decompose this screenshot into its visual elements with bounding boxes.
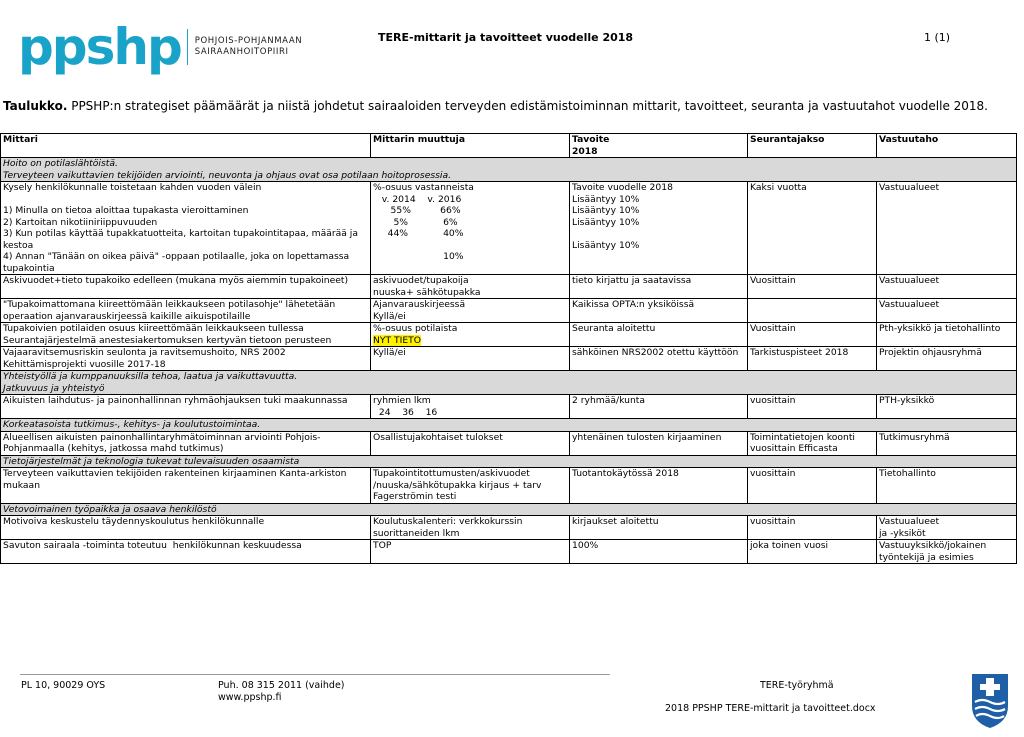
cell-text: Vastuualueet ja -yksiköt [879, 516, 940, 539]
table-cell [877, 182, 1017, 275]
table-cell [1, 516, 371, 540]
cell-text: vuosittain [750, 468, 796, 479]
table-cell [877, 347, 1017, 371]
cell-text: 2 ryhmää/kunta [572, 395, 646, 406]
table-cell [1, 431, 371, 455]
cell-text: Pth-yksikkö ja tietohallinto [879, 323, 1001, 334]
cell-text: Vastuualueet [879, 182, 940, 193]
table-row [1, 275, 1017, 299]
table-cell [371, 347, 570, 371]
table-row [1, 468, 1017, 504]
footer-divider [20, 674, 610, 675]
table-cell [1, 182, 371, 275]
logo-sub-line2: SAIRAANHOITOPIIRI [194, 47, 289, 57]
cell-text: Projektin ohjausryhmä [879, 347, 982, 358]
footer-address: PL 10, 90029 OYS [21, 680, 106, 691]
cell-text: Kaikissa OPTA:n yksiköissä [572, 299, 695, 310]
cell-text: Vuosittain [750, 323, 796, 334]
cell-text: Kysely henkilökunnalle toistetaan kahden vuoden välein 1) Minulla on tietoa aloittaa tupakasta vieroittaminen 2) Kartoitan nikotiiniriippuvuuden 3) Kun potilas käyttää tupakkatuotteita, kartoitan tupakointitapaa, määrää ja kestoa 4) Annan "Tänään on oikea päivä" -oppaan potilaalle, joka on lopettamassa tupakointia [3, 182, 358, 274]
section-row [1, 158, 1017, 182]
cell-text: Tutkimusryhmä [879, 431, 950, 443]
cell-text: tieto kirjattu ja saatavissa [572, 275, 692, 286]
table-cell [570, 540, 748, 564]
column-header: Mittarin muuttuja [371, 134, 570, 158]
table-cell [371, 323, 570, 347]
cell-text: TOP [373, 540, 392, 551]
coat-of-arms-icon [970, 672, 1010, 730]
table-cell [748, 275, 877, 299]
cell-text: %-osuus potilaista [373, 323, 458, 334]
cell-text: Savuton sairaala -toiminta toteutuu henkilökunnan keskuudessa [3, 540, 302, 551]
cell-text: Askivuodet+tieto tupakoiko edelleen (mukana myös aiemmin tupakoineet) [3, 275, 349, 286]
cell-text: Aikuisten laihdutus- ja painonhallinnan ryhmäohjauksen tuki maakunnassa [3, 395, 348, 406]
table-cell [371, 299, 570, 323]
cell-text: %-osuus vastanneista v. 2014 v. 2016 55% 66% 5% 6% 44% 40% 10% [373, 182, 474, 262]
logo-divider [187, 29, 188, 65]
cell-text: sähköinen NRS2002 otettu käyttöön [572, 347, 739, 358]
cell-text: askivuodet/tupakoija nuuska+ sähkötupakka [373, 275, 481, 298]
table-cell [570, 275, 748, 299]
cell-text: Tuotantokäytössä 2018 [572, 468, 679, 479]
table-cell [748, 299, 877, 323]
column-header: Vastuutaho [877, 134, 1017, 158]
table-cell [877, 323, 1017, 347]
caption-label: Taulukko. [3, 99, 68, 113]
table-cell [1, 323, 371, 347]
cell-text: Tupakointitottumusten/askivuodet /nuuska/sähkötupakka kirjaus + tarv Fagerströmin testi [373, 468, 545, 502]
table-cell [877, 299, 1017, 323]
cell-text: Tarkistuspisteet 2018 [750, 347, 849, 358]
table-row [1, 182, 1017, 275]
table-cell [877, 540, 1017, 564]
cell-text: joka toinen vuosi [750, 540, 829, 551]
ppshp-logo [18, 18, 303, 76]
table-caption [3, 99, 988, 113]
cell-text: Tavoite vuodelle 2018 Lisääntyy 10% Lisääntyy 10% Lisääntyy 10% Lisääntyy 10% [572, 182, 673, 251]
table-cell [371, 516, 570, 540]
cell-text: Toimintatietojen koonti vuosittain Efficasta [750, 431, 858, 454]
logo-subtitle [195, 36, 302, 58]
cell-text: Osallistujakohtaiset tulokset [373, 431, 503, 443]
footer-web[interactable]: www.ppshp.fi [218, 692, 282, 703]
cell-text: Koulutuskalenteri: verkkokurssin suorittaneiden lkm [373, 516, 526, 539]
table-cell [877, 468, 1017, 504]
table-cell [748, 468, 877, 504]
cell-text: Motivoiva keskustelu täydennyskoulutus henkilökunnalle [3, 516, 265, 527]
footer-group: TERE-työryhmä [760, 680, 834, 691]
table-cell [1, 468, 371, 504]
cell-text: Alueellisen aikuisten painonhallintaryhmätoiminnan arviointi Pohjois-Pohjanmaalla (kehitys, jatkossa mahd tutkimus) [3, 431, 321, 454]
section-title: Vetovoimainen työpaikka ja osaava henkilöstö [1, 503, 1017, 516]
cell-text: Vastuualueet [879, 299, 940, 310]
cell-text: Vastuuyksikkö/jokainen työntekijä ja esimies [879, 540, 990, 563]
table-header-row [1, 134, 1017, 158]
cell-text: PTH-yksikkö [879, 395, 935, 406]
table-cell [570, 347, 748, 371]
table-row [1, 395, 1017, 419]
table-cell [371, 182, 570, 275]
column-header: Tavoite 2018 [570, 134, 748, 158]
metrics-table [0, 133, 1017, 564]
table-cell [748, 516, 877, 540]
cell-text: 100% [572, 540, 599, 551]
logo-wordmark: ppshp [18, 18, 181, 76]
table-cell [1, 540, 371, 564]
cell-text: ryhmien lkm 24 36 16 [373, 395, 438, 418]
highlighted-note: NYT TIETO [373, 334, 421, 346]
cell-text: Seuranta aloitettu [572, 323, 656, 334]
table-cell [748, 395, 877, 419]
table-cell [877, 275, 1017, 299]
table-cell [371, 275, 570, 299]
section-title: Korkeatasoista tutkimus-, kehitys- ja koulutustoimintaa. [1, 419, 1017, 432]
cell-text: Vastuualueet [879, 275, 940, 286]
logo-sub-line1: POHJOIS-POHJANMAAN [194, 36, 303, 46]
table-cell [570, 182, 748, 275]
cell-text: Terveyteen vaikuttavien tekijöiden rakenteinen kirjaaminen Kanta-arkiston mukaan [3, 468, 350, 491]
table-cell [371, 540, 570, 564]
section-row [1, 503, 1017, 516]
table-cell [1, 395, 371, 419]
section-row [1, 455, 1017, 468]
table-cell [877, 516, 1017, 540]
table-cell [748, 182, 877, 275]
footer-phone: Puh. 08 315 2011 (vaihde) [218, 680, 345, 691]
cell-text: yhtenäinen tulosten kirjaaminen [572, 431, 722, 443]
cell-text: vuosittain [750, 516, 796, 527]
section-row [1, 371, 1017, 395]
table-cell [570, 431, 748, 455]
page-number: 1 (1) [924, 31, 951, 44]
table-cell [371, 431, 570, 455]
table-cell [371, 395, 570, 419]
table-row [1, 347, 1017, 371]
table-cell [570, 299, 748, 323]
table-cell [748, 347, 877, 371]
table-cell [570, 516, 748, 540]
table-cell [748, 540, 877, 564]
document-title: TERE-mittarit ja tavoitteet vuodelle 2018 [378, 31, 634, 44]
table-row [1, 540, 1017, 564]
section-row [1, 419, 1017, 432]
caption-text: PPSHP:n strategiset päämäärät ja niistä johdetut sairaaloiden terveyden edistämistoiminnan mittarit, tavoitteet, seuranta ja vastuutahot vuodelle 2018. [67, 99, 988, 113]
table-row [1, 431, 1017, 455]
table-cell [748, 323, 877, 347]
table-cell [371, 468, 570, 504]
cell-text: Kyllä/ei [373, 347, 406, 358]
cell-text: Kaksi vuotta [750, 182, 807, 193]
table-cell [1, 347, 371, 371]
section-title: Yhteistyöllä ja kumppanuuksilla tehoa, laatua ja vaikuttavuutta. Jatkuvuus ja yhteistyö [1, 371, 1017, 395]
column-header: Seurantajakso [748, 134, 877, 158]
cell-text: Ajanvarauskirjeessä Kyllä/ei [373, 299, 466, 322]
table-row [1, 299, 1017, 323]
section-title: Tietojärjestelmät ja teknologia tukevat tulevaisuuden osaamista [1, 455, 1017, 468]
cell-text: vuosittain [750, 395, 796, 406]
footer-filename: 2018 PPSHP TERE-mittarit ja tavoitteet.docx [665, 703, 876, 714]
table-cell [570, 323, 748, 347]
table-cell [1, 275, 371, 299]
cell-text: kirjaukset aloitettu [572, 516, 659, 527]
table-cell [877, 431, 1017, 455]
table-cell [570, 468, 748, 504]
table-cell [748, 431, 877, 455]
table-cell [570, 395, 748, 419]
cell-text: Vajaaravitsemusriskin seulonta ja ravitsemushoito, NRS 2002 Kehittämisprojekti vuosille 2017-18 [3, 347, 286, 370]
table-cell [1, 299, 371, 323]
cell-text: "Tupakoimattomana kiireettömään leikkaukseen potilasohje" lähetetään operaation ajanvarauskirjeessä kaikille aikuispotilaille [3, 299, 339, 322]
column-header: Mittari [1, 134, 371, 158]
table-row [1, 323, 1017, 347]
section-title: Hoito on potilaslähtöistä. Terveyteen vaikuttavien tekijöiden arviointi, neuvonta ja ohjaus ovat osa potilaan hoitoprosessia. [1, 158, 1017, 182]
cell-text: Tupakoivien potilaiden osuus kiireettömään leikkaukseen tullessa Seurantajärjestelmä anestesiakertomuksen kertyvän tietoon perusteen [3, 323, 332, 346]
table-cell [877, 395, 1017, 419]
table-row [1, 516, 1017, 540]
cell-text: Tietohallinto [879, 468, 936, 479]
cell-text: Vuosittain [750, 275, 796, 286]
